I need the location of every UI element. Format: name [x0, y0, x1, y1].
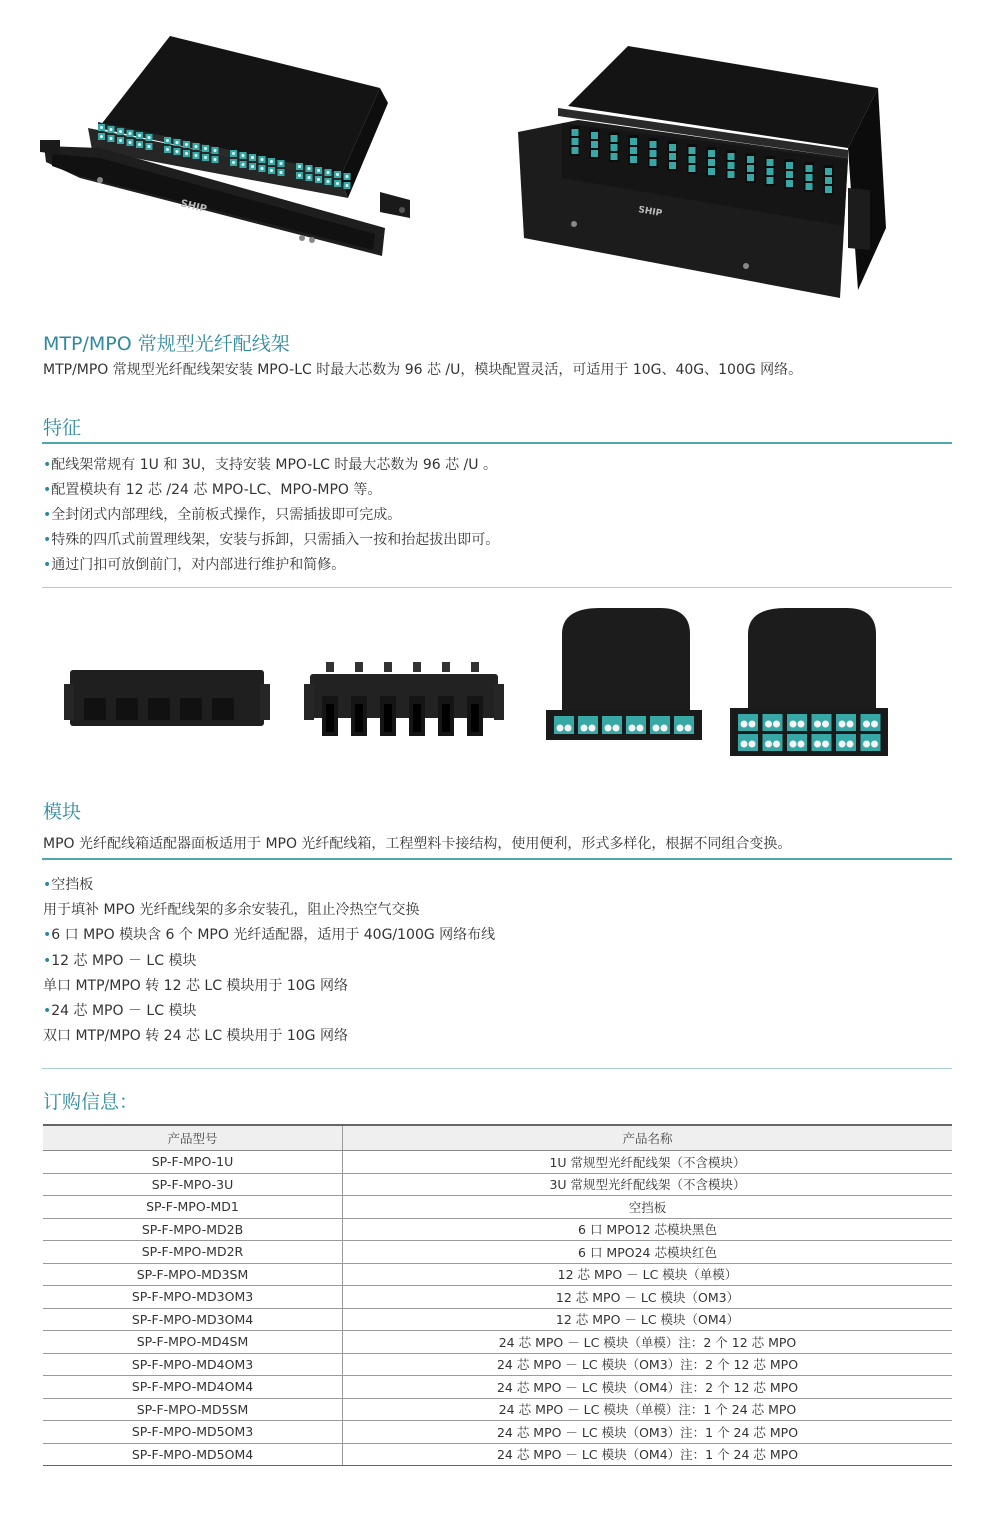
features-divider [42, 442, 952, 444]
table-row: SP-F-MPO-3U 3U 常规型光纤配线架（不含模块） [43, 1173, 952, 1196]
module-line: •空挡板 [43, 877, 94, 893]
table-row: SP-F-MPO-1U 1U 常规型光纤配线架（不含模块） [43, 1151, 952, 1174]
table-row: SP-F-MPO-MD5OM3 24 芯 MPO － LC 模块（OM3）注：1 个 24 芯 MPO [43, 1421, 952, 1444]
product-image-1u [40, 28, 420, 268]
module-line: 单口 MTP/MPO 转 12 芯 LC 模块用于 10G 网络 [43, 977, 348, 994]
module-line: •6 口 MPO 模块含 6 个 MPO 光纤适配器，适用于 40G/100G 网络布线 [43, 927, 496, 944]
table-header-row [43, 1125, 952, 1151]
table-row: SP-F-MPO-MD4OM4 24 芯 MPO － LC 模块（OM4）注：2 个 12 芯 MPO [43, 1376, 952, 1399]
modules-end-divider [42, 1068, 952, 1069]
module-image-6port-mpo [304, 660, 504, 744]
module-line: •24 芯 MPO － LC 模块 [43, 1002, 197, 1019]
module-image-12-core [540, 604, 708, 756]
module-line: 双口 MTP/MPO 转 24 芯 LC 模块用于 10G 网络 [43, 1028, 348, 1045]
table-row: SP-F-MPO-MD3SM 12 芯 MPO － LC 模块（单模） [43, 1263, 952, 1286]
ordering-table [43, 1124, 952, 1466]
features-list [43, 453, 499, 578]
table-row: SP-F-MPO-MD4OM3 24 芯 MPO － LC 模块（OM3）注：2 个 12 芯 MPO [43, 1353, 952, 1376]
brand-logo: SHIP [179, 198, 208, 216]
feature-item: •全封闭式内部理线，全前板式操作，只需插拔即可完成。 [43, 507, 402, 523]
table-row: SP-F-MPO-MD2B 6 口 MPO12 芯模块黑色 [43, 1218, 952, 1241]
table-row: SP-F-MPO-MD5SM 24 芯 MPO － LC 模块（单模）注：1 个 24 芯 MPO [43, 1398, 952, 1421]
features-end-divider [42, 587, 952, 588]
column-header-name: 产品名称 [343, 1125, 953, 1151]
module-image-blank [64, 664, 270, 738]
module-image-24-core [724, 604, 894, 764]
modules-list [43, 873, 495, 1049]
table-row: SP-F-MPO-MD3OM4 12 芯 MPO － LC 模块（OM4） [43, 1308, 952, 1331]
product-image-3u [518, 28, 896, 304]
feature-item: •配线架常规有 1U 和 3U，支持安装 MPO-LC 时最大芯数为 96 芯 /U 。 [43, 457, 497, 473]
brand-logo-3u: SHIP [637, 205, 663, 220]
modules-divider [42, 858, 952, 860]
table-row: SP-F-MPO-MD2R 6 口 MPO24 芯模块红色 [43, 1241, 952, 1264]
intro-text: MTP/MPO 常规型光纤配线架安装 MPO-LC 时最大芯数为 96 芯 /U，模块配置灵活，可适用于 10G、40G、100G 网络。 [43, 362, 803, 378]
modules-text: MPO 光纤配线箱适配器面板适用于 MPO 光纤配线箱，工程塑料卡接结构，使用便利，形式多样化，根据不同组合变换。 [43, 836, 792, 852]
table-row: SP-F-MPO-MD4SM 24 芯 MPO － LC 模块（单模）注：2 个 12 芯 MPO [43, 1331, 952, 1354]
table-row: SP-F-MPO-MD3OM3 12 芯 MPO － LC 模块（OM3） [43, 1286, 952, 1309]
features-title: 特征 [43, 417, 82, 439]
modules-title: 模块 [43, 801, 82, 823]
table-row: SP-F-MPO-MD5OM4 24 芯 MPO － LC 模块（OM4）注：1 个 24 芯 MPO [43, 1443, 952, 1466]
ordering-title: 订购信息： [43, 1091, 139, 1113]
intro-title: MTP/MPO 常规型光纤配线架 [43, 333, 290, 355]
column-header-model: 产品型号 [43, 1125, 343, 1151]
feature-item: •特殊的四爪式前置理线架，安装与拆卸，只需插入一按和抬起拔出即可。 [43, 532, 500, 548]
module-line: 用于填补 MPO 光纤配线架的多余安装孔，阻止冷热空气交换 [43, 902, 420, 919]
module-line: •12 芯 MPO － LC 模块 [43, 952, 197, 969]
table-row: SP-F-MPO-MD1 空挡板 [43, 1196, 952, 1219]
feature-item: •配置模块有 12 芯 /24 芯 MPO-LC、MPO-MPO 等。 [43, 482, 382, 498]
feature-item: •通过门扣可放倒前门，对内部进行维护和简修。 [43, 557, 346, 573]
